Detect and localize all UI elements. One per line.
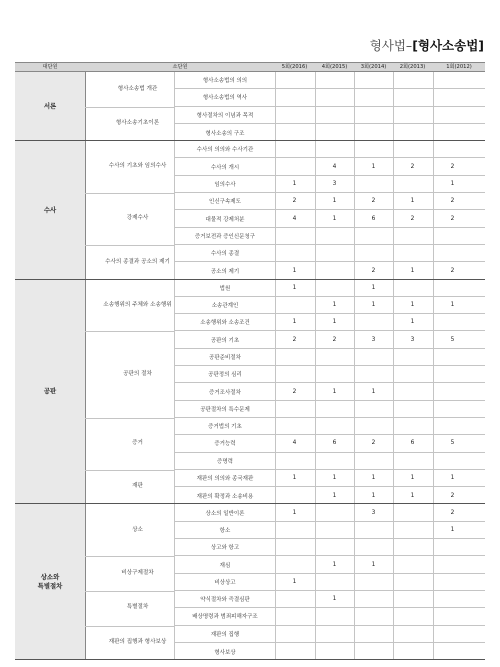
column-header: 3회(2014) [360,64,387,70]
table-row [175,487,485,504]
table-row [175,158,485,175]
minor-unit-label: 상소 [132,526,143,533]
count-cell [433,141,472,157]
count-cell [354,608,393,624]
topic-label: 비상상고 [214,579,236,586]
count-cell [393,556,432,572]
count-cell: 1 [371,302,376,309]
column-header: 5회(2016) [281,64,308,70]
count-cell [393,280,432,296]
topic-label: 상고와 항고 [210,545,240,552]
count-cell [354,626,393,642]
minor-unit-label: 증거 [132,440,143,447]
topic-label: 형사절차의 이념과 목적 [196,112,254,119]
count-cell [433,245,472,261]
count-cell: 1 [332,198,337,205]
count-cell: 1 [332,561,337,568]
table-row [175,591,485,608]
minor-unit-label: 비상구제절차 [121,569,154,576]
count-cell [315,539,354,555]
major-unit-label: 수사 [15,141,85,278]
count-cell: 2 [450,215,455,222]
page-title [370,36,484,54]
count-cell [315,626,354,642]
count-cell: 4 [292,440,297,447]
count-cell [433,608,472,624]
table-header [15,62,485,72]
count-cell [315,504,354,520]
count-cell: 1 [292,267,297,274]
count-cell [393,504,432,520]
count-cell [315,245,354,261]
count-cell [433,643,472,660]
minor-unit-label: 공판의 절차 [123,370,152,377]
table-section [15,280,485,505]
topic-label: 항소 [219,527,231,534]
count-cell [275,349,314,365]
count-cell: 1 [292,475,297,482]
table-row [175,453,485,470]
count-cell: 1 [292,319,297,326]
count-cell [354,401,393,417]
topic-label: 수사의 개시 [210,164,240,171]
count-cell [315,349,354,365]
table-row [175,349,485,366]
count-cell: 2 [410,163,415,170]
topic-label: 형사보상 [214,649,236,656]
count-cell: 1 [371,475,376,482]
table-row [175,470,485,487]
count-cell [354,107,393,123]
count-cell [315,453,354,469]
table-row [175,556,485,573]
count-cell [315,401,354,417]
count-cell [433,349,472,365]
count-cell: 2 [332,336,337,343]
table-row [175,401,485,418]
topic-label: 배상명령과 범죄피해자구조 [192,614,258,621]
minor-unit-label: 재판의 집행과 형사보상 [108,639,167,646]
table-row [175,366,485,383]
table-section [15,72,485,141]
count-cell [354,314,393,330]
topic-label: 증거능력 [214,441,236,448]
count-cell [315,280,354,296]
count-cell [393,574,432,590]
table-row [175,297,485,314]
minor-unit-label: 형사소송기초이론 [115,120,160,127]
table-row [175,383,485,400]
count-cell [393,72,432,88]
count-cell: 1 [332,319,337,326]
count-cell [433,401,472,417]
count-cell [315,608,354,624]
count-cell [433,314,472,330]
table-row [175,262,485,279]
topic-label: 소송행위와 소송조건 [200,320,250,327]
count-cell [275,366,314,382]
count-cell [275,522,314,538]
count-cell: 1 [410,319,415,326]
topic-label: 소송관계인 [211,303,239,310]
table-row [175,435,485,452]
count-cell [315,574,354,590]
count-cell [433,591,472,607]
count-cell [315,418,354,434]
topic-label: 수사의 의의와 수사기관 [196,147,254,154]
count-cell [433,574,472,590]
count-cell [393,383,432,399]
count-cell: 1 [332,388,337,395]
count-cell: 1 [450,302,455,309]
count-cell: 1 [410,198,415,205]
count-cell: 1 [332,475,337,482]
topic-label: 형사소송법의 역사 [202,95,248,102]
topic-label: 약식절차와 즉결심판 [200,597,250,604]
count-cell [275,453,314,469]
count-cell [354,539,393,555]
count-cell [393,89,432,105]
table-row [175,193,485,210]
table-row [175,418,485,435]
topic-label: 증거조사절차 [209,389,241,396]
count-cell [393,626,432,642]
table-row [175,107,485,124]
minor-unit-label: 형사소송법 개관 [117,85,158,92]
table-row [175,504,485,521]
count-cell [393,366,432,382]
count-cell [275,608,314,624]
table-row [175,141,485,158]
count-cell: 4 [292,215,297,222]
count-cell [275,72,314,88]
count-cell [433,453,472,469]
count-cell: 4 [332,163,337,170]
count-cell: 1 [332,492,337,499]
count-cell [275,107,314,123]
count-cell [354,124,393,141]
table-row [175,280,485,297]
count-cell [354,418,393,434]
topic-label: 형사소송의 구조 [205,130,245,137]
count-cell [393,418,432,434]
count-cell: 2 [450,509,455,516]
major-unit-label: 서론 [15,72,85,140]
count-cell [315,89,354,105]
count-cell [433,124,472,141]
table-row [175,314,485,331]
count-cell [354,591,393,607]
topic-label: 증거법의 기초 [208,424,242,431]
table-section [15,141,485,279]
count-cell [315,141,354,157]
table-row [175,608,485,625]
count-cell [275,539,314,555]
count-cell [275,591,314,607]
count-cell [275,228,314,244]
count-cell [393,591,432,607]
table-row [175,626,485,643]
count-cell: 1 [410,302,415,309]
topic-label: 공소의 제기 [210,268,240,275]
count-cell: 2 [410,215,415,222]
minor-unit-label: 재판 [132,483,143,490]
count-cell [354,176,393,192]
topic-label: 공판정의 심리 [208,372,242,379]
count-cell [275,401,314,417]
topic-label: 인신구속제도 [209,199,241,206]
count-cell: 1 [292,578,297,585]
count-cell [393,124,432,141]
table-row [175,124,485,141]
topic-label: 상소의 일반이론 [205,510,245,517]
count-cell: 6 [332,440,337,447]
minor-unit-label: 수사의 기초와 임의수사 [108,163,167,170]
count-cell [315,366,354,382]
count-cell: 3 [371,509,376,516]
count-cell [354,141,393,157]
count-cell [433,556,472,572]
topic-label: 공판준비절차 [209,354,241,361]
count-cell [275,297,314,313]
table-row [175,522,485,539]
count-cell: 3 [371,336,376,343]
table-row [175,539,485,556]
topic-label: 대물적 강제처분 [205,216,245,223]
count-cell [433,383,472,399]
table-row [175,176,485,193]
count-cell: 5 [450,336,455,343]
topic-label: 임의수사 [214,181,236,188]
count-cell: 1 [450,475,455,482]
topic-label: 공판의 기초 [210,337,240,344]
count-cell [393,141,432,157]
title-prefix: 형사법– [369,38,413,53]
count-cell: 1 [292,180,297,187]
count-cell: 2 [450,267,455,274]
count-cell [433,539,472,555]
minor-unit-label: 강제수사 [126,215,149,222]
exam-frequency-table [15,62,485,660]
count-cell: 1 [450,526,455,533]
count-cell [433,366,472,382]
count-cell [354,228,393,244]
count-cell: 2 [292,198,297,205]
count-cell: 2 [450,492,455,499]
count-cell [354,349,393,365]
table-row [175,89,485,106]
count-cell [393,349,432,365]
count-cell: 6 [371,215,376,222]
topic-label: 증명력 [217,458,233,465]
count-cell [275,418,314,434]
count-cell [393,608,432,624]
table-row [175,72,485,89]
count-cell [315,228,354,244]
count-cell: 1 [450,180,455,187]
table-row [175,245,485,262]
count-cell [393,228,432,244]
count-cell [393,643,432,660]
count-cell: 2 [371,198,376,205]
count-cell [315,522,354,538]
count-cell [433,280,472,296]
column-header: 2회(2013) [399,64,426,70]
count-cell [393,401,432,417]
count-cell: 1 [410,267,415,274]
count-cell [275,245,314,261]
count-cell [354,643,393,660]
count-cell: 1 [410,492,415,499]
count-cell [275,643,314,660]
count-cell [354,245,393,261]
count-cell [433,626,472,642]
count-cell [354,522,393,538]
count-cell: 1 [371,561,376,568]
count-cell: 2 [450,198,455,205]
count-cell [275,556,314,572]
topic-label: 재심 [219,562,231,569]
count-cell [354,453,393,469]
count-cell [315,124,354,141]
column-header: 4회(2015) [321,64,348,70]
count-cell [354,72,393,88]
count-cell: 1 [332,215,337,222]
topic-label: 법원 [219,285,231,292]
count-cell: 1 [332,596,337,603]
column-header: 소단원 [172,64,188,70]
topic-label: 형사소송법의 의의 [202,78,248,85]
count-cell: 1 [371,388,376,395]
count-cell: 2 [292,336,297,343]
count-cell [315,107,354,123]
count-cell: 2 [292,388,297,395]
title-bracket: [형사소송법] [412,38,484,53]
count-cell: 2 [450,163,455,170]
count-cell: 1 [292,284,297,291]
count-cell: 3 [332,180,337,187]
count-cell [275,141,314,157]
count-cell [433,89,472,105]
major-unit-label: 공판 [15,280,85,504]
topic-label: 재판의 의의와 종국재판 [196,476,254,483]
count-cell: 2 [371,440,376,447]
table-section [15,504,485,660]
count-cell: 3 [410,336,415,343]
minor-unit-label: 특별절차 [126,604,149,611]
count-cell [275,89,314,105]
table-row [175,210,485,227]
count-cell [315,72,354,88]
count-cell [275,487,314,504]
topic-label: 증거보전과 증인신문청구 [194,233,256,240]
count-cell [393,539,432,555]
count-cell [275,158,314,174]
count-cell: 1 [371,492,376,499]
count-cell [393,176,432,192]
major-unit-label: 상소와 특별절차 [15,504,85,659]
count-cell: 1 [371,284,376,291]
count-cell [275,626,314,642]
count-cell [354,366,393,382]
count-cell: 1 [371,163,376,170]
table-row [175,574,485,591]
count-cell [433,418,472,434]
count-cell [315,643,354,660]
count-cell [393,522,432,538]
count-cell: 2 [371,267,376,274]
topic-label: 재판의 집행 [210,631,240,638]
count-cell [433,72,472,88]
table-row [175,228,485,245]
table-row [175,643,485,660]
count-cell [315,262,354,279]
minor-unit-label: 수사의 종결과 공소의 제기 [105,258,170,265]
count-cell: 1 [292,509,297,516]
table-row [175,331,485,348]
topic-label: 공판절차의 특수문제 [200,406,250,413]
count-cell [354,574,393,590]
count-cell: 1 [332,302,337,309]
count-cell [433,107,472,123]
count-cell [354,89,393,105]
minor-unit-label: 소송행위의 주체와 소송행위 [103,301,172,308]
topic-label: 수사의 종결 [210,251,240,258]
column-header: 대단원 [42,64,58,70]
count-cell [393,107,432,123]
column-header: 1회(2012) [446,64,472,70]
topic-label: 재판의 확정과 소송비용 [196,493,254,500]
count-cell: 1 [410,475,415,482]
count-cell [275,124,314,141]
count-cell: 6 [410,440,415,447]
count-cell [393,245,432,261]
count-cell: 5 [450,440,455,447]
count-cell [393,453,432,469]
count-cell [433,228,472,244]
